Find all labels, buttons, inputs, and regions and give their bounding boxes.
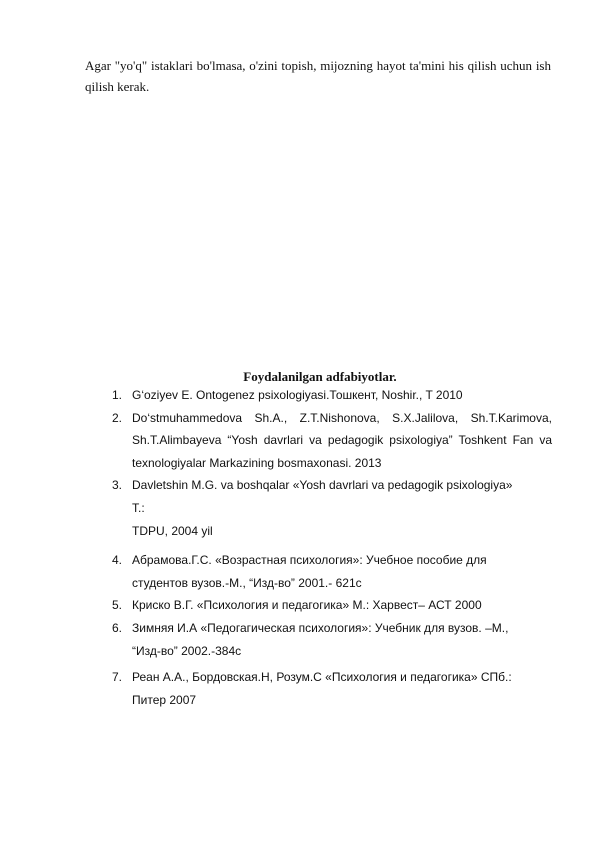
reference-item-3 [112,474,552,542]
reference-line: Абрамова.Г.С. «Возрастная психология»: Учебное пособие для [132,553,487,568]
reference-number: 2. [112,410,123,425]
reference-number: 7. [112,670,123,685]
intro-paragraph: Agar "yo'q" istaklari bo'lmasa, o'zini topish, mijozning hayot ta'mini his qilish uchun ish qilish kerak. [85,58,551,94]
reference-line: TDPU, 2004 yil [132,523,213,538]
reference-line: T.: [132,500,145,515]
reference-text: Криско В.Г. «Психология и педагогика» М.: Харвест– АСТ 2000 [132,598,482,613]
reference-text: Do‘stmuhammedova Sh.A., Z.T.Nishonova, S.X.Jalilova, Sh.T.Karimova, Sh.T.Alimbayeva “Yosh davrlari va pedagogik psixologiya” Toshkent Fan va texnologiyalar Markazining bosmaxonasi. 2013 [132,410,552,470]
reference-line: “Изд-во” 2002.-384с [132,643,242,658]
reference-number: 1. [112,388,123,402]
reference-number: 4. [112,553,123,568]
reference-item-1 [112,384,552,407]
reference-line: Davletshin M.G. va boshqalar «Yosh davrlari va pedagogik psixologiya» [132,478,513,493]
reference-line: студентов вузов.-М., “Изд-во” 2001.- 621с [132,575,362,590]
reference-item-5 [112,594,552,617]
reference-line: Питер 2007 [132,692,197,707]
reference-number: 5. [112,598,123,613]
reference-text: G‘oziyev E. Ontogenez psixologiyasi.Тошкент, Noshir., T 2010 [132,388,463,402]
reference-item-4 [112,549,552,594]
reference-number: 6. [112,620,123,635]
reference-line: Реан А.А., Бордовская.Н, Розум.С «Психология и педагогика» СПб.: [132,670,512,685]
reference-item-7 [112,666,552,711]
reference-item-2 [112,407,552,475]
reference-number: 3. [112,478,123,493]
references-heading: Foydalanilgan adfabiyotlar. [243,369,397,384]
reference-item-6 [112,617,552,662]
reference-line: Зимняя И.А «Педогагическая психология»: Учебник для вузов. –М., [132,620,509,635]
references-list [112,384,552,711]
